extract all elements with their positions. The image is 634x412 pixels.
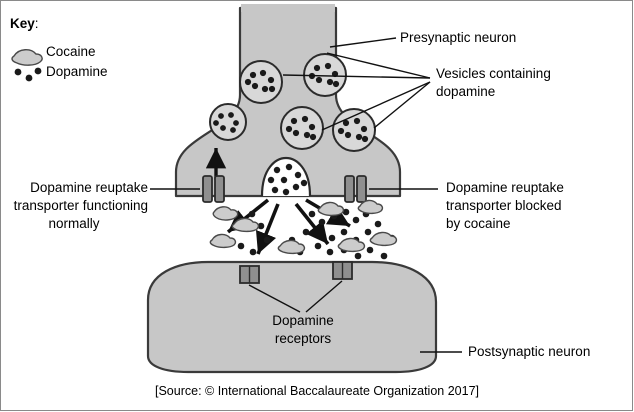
dopamine-receptor — [240, 266, 259, 283]
key-item-dopamine-label: Dopamine — [46, 64, 108, 79]
label-vesicles-line2: dopamine — [436, 84, 496, 99]
source-caption: [Source: © International Baccalaureate Organization 2017] — [155, 384, 479, 398]
label-transporter-blocked-line2: transporter blocked — [446, 198, 562, 213]
key-cocaine-icon — [12, 50, 42, 65]
cocaine-molecule — [370, 232, 396, 245]
cocaine-molecule — [232, 218, 258, 231]
label-transporter-normal-line2: transporter functioning — [13, 198, 148, 213]
label-presynaptic-neuron: Presynaptic neuron — [400, 30, 517, 45]
key-heading-text: Key — [10, 16, 35, 31]
dopamine-receptor — [333, 262, 352, 279]
label-receptors-line1: Dopamine — [272, 313, 334, 328]
cocaine-molecule — [213, 207, 237, 220]
label-receptors-line2: receptors — [274, 331, 332, 346]
label-transporter-blocked-line3: by cocaine — [446, 216, 511, 231]
label-transporter-normal-line1: Dopamine reuptake — [30, 180, 148, 195]
key-dopamine-icon — [15, 68, 42, 82]
key-heading-suffix: : — [34, 16, 39, 31]
label-postsynaptic-neuron: Postsynaptic neuron — [468, 344, 591, 359]
label-transporter-blocked-line1: Dopamine reuptake — [446, 180, 564, 195]
cocaine-molecule — [338, 238, 364, 251]
key-item-cocaine-label: Cocaine — [46, 44, 96, 59]
vesicle — [210, 104, 246, 140]
cocaine-molecule — [318, 202, 343, 215]
vesicle — [281, 107, 323, 149]
key-heading — [10, 16, 39, 31]
label-transporter-normal-line3: normally — [48, 216, 100, 231]
free-dopamine-group — [225, 209, 396, 260]
cocaine-molecule — [278, 240, 304, 253]
cocaine-molecule — [210, 234, 235, 247]
vesicle — [240, 61, 282, 103]
label-vesicles-line1: Vesicles containing — [436, 66, 551, 81]
